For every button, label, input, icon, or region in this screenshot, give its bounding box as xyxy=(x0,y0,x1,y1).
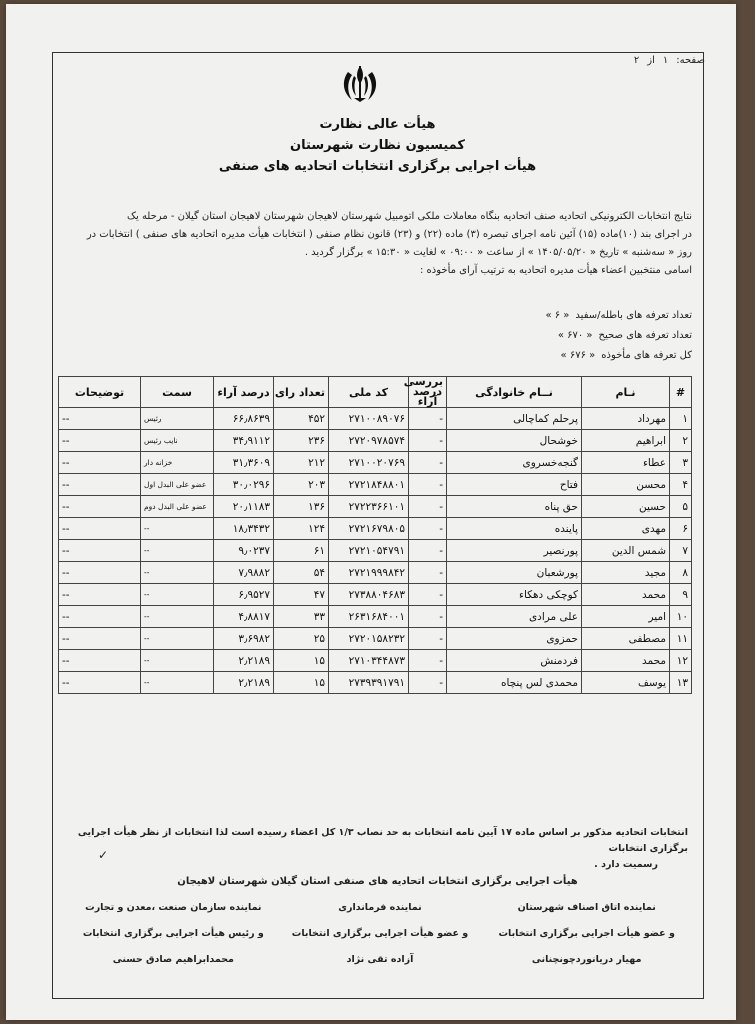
signatory-name: مهیار دریانوردچونچنانی xyxy=(531,954,642,965)
cell-index: ۱۲ xyxy=(670,650,692,672)
cell-percent: ۳٫۶۹۸۲ xyxy=(214,628,274,650)
intro-line: اسامی منتخبین اعضاء هیأت مدیره اتحادیه به ترتیب آرای مأخوذه : xyxy=(420,265,692,276)
note-line: انتخابات اتحادیه مذکور بر اساس ماده ۱۷ آیین نامه انتخابات به حد نصاب ۱/۳ کل اعضاء رسیده است لذا انتخابات از نظر هیأت اجرایی برگزاری انتخابات xyxy=(77,827,688,854)
cell-votes: ۱۲۴ xyxy=(274,518,329,540)
page-total: ۲ xyxy=(633,55,640,66)
cell-review: - xyxy=(409,452,447,474)
emblem-icon xyxy=(338,62,382,106)
cell-index: ۷ xyxy=(670,540,692,562)
title-executive-board: هیأت اجرایی برگزاری انتخابات اتحادیه های صنفی xyxy=(218,159,537,174)
cell-percent: ۹٫۰۲۳۷ xyxy=(214,540,274,562)
col-notes: توضیحات xyxy=(59,377,141,408)
cell-votes: ۴۵۲ xyxy=(274,408,329,430)
cell-notes: -- xyxy=(59,518,141,540)
cell-review: - xyxy=(409,496,447,518)
cell-first-name: مصطفی xyxy=(582,628,670,650)
page-number xyxy=(565,55,705,66)
table-row xyxy=(59,540,692,562)
cell-review: - xyxy=(409,518,447,540)
cell-national-code: ۲۷۲۱۰۵۴۷۹۱ xyxy=(329,540,409,562)
cell-last-name: محمدی لس پنچاه xyxy=(447,672,582,694)
cell-percent: ۶۶٫۸۶۳۹ xyxy=(214,408,274,430)
cell-votes: ۱۳۶ xyxy=(274,496,329,518)
cell-index: ۲ xyxy=(670,430,692,452)
ballot-counts xyxy=(530,306,692,366)
intro-line: نتایج انتخابات الکترونیکی اتحادیه صنف اتحادیه بنگاه معاملات ملکی اتومبیل شهرستان لاهیجان شهرستان لاهیجان استان گیلان - مرحله یک xyxy=(127,211,692,222)
cell-percent: ۳۴٫۹۱۱۲ xyxy=(214,430,274,452)
table-row xyxy=(59,628,692,650)
cell-votes: ۲۰۳ xyxy=(274,474,329,496)
cell-review: - xyxy=(409,584,447,606)
cell-last-name: پورشعبان xyxy=(447,562,582,584)
signatory-name: محمدابراهیم صادق حسنی xyxy=(112,954,234,965)
cell-first-name: مجید xyxy=(582,562,670,584)
cell-first-name: محسن xyxy=(582,474,670,496)
cell-notes: -- xyxy=(59,584,141,606)
count-row xyxy=(530,346,692,366)
cell-national-code: ۲۷۳۹۳۹۱۷۹۱ xyxy=(329,672,409,694)
cell-index: ۳ xyxy=(670,452,692,474)
cell-national-code: ۲۷۳۸۸۰۴۶۸۳ xyxy=(329,584,409,606)
signatories xyxy=(70,900,690,968)
count-row xyxy=(530,306,692,326)
signatory-role: نماینده فرمانداری xyxy=(338,902,422,913)
cell-notes: -- xyxy=(59,452,141,474)
cell-last-name: پاینده xyxy=(447,518,582,540)
cell-position: خزانه دار xyxy=(141,452,214,474)
cell-first-name: محمد xyxy=(582,584,670,606)
cell-index: ۵ xyxy=(670,496,692,518)
cell-review: - xyxy=(409,672,447,694)
count-value: « ۶۷۰ » xyxy=(557,330,593,341)
cell-first-name: ابراهیم xyxy=(582,430,670,452)
cell-last-name: حمزوی xyxy=(447,628,582,650)
col-index: # xyxy=(670,377,692,408)
col-votes: تعداد رای xyxy=(274,377,329,408)
title-supervision: هیأت عالی نظارت xyxy=(319,117,436,132)
cell-index: ۹ xyxy=(670,584,692,606)
table-row xyxy=(59,584,692,606)
table-row xyxy=(59,496,692,518)
cell-notes: -- xyxy=(59,672,141,694)
cell-review: - xyxy=(409,606,447,628)
count-label: تعداد تعرفه های صحیح xyxy=(598,330,692,341)
cell-votes: ۴۷ xyxy=(274,584,329,606)
cell-last-name: فتاح xyxy=(447,474,582,496)
cell-notes: -- xyxy=(59,408,141,430)
cell-position: -- xyxy=(141,562,214,584)
cell-percent: ۳۰٫۰۲۹۶ xyxy=(214,474,274,496)
cell-notes: -- xyxy=(59,562,141,584)
cell-percent: ۳۱٫۳۶۰۹ xyxy=(214,452,274,474)
cell-percent: ۱۸٫۳۴۳۲ xyxy=(214,518,274,540)
results-table xyxy=(58,376,692,694)
cell-votes: ۲۳۶ xyxy=(274,430,329,452)
page-label: صفحه: xyxy=(676,55,705,66)
intro-text xyxy=(60,208,692,280)
cell-notes: -- xyxy=(59,628,141,650)
table-header-row xyxy=(59,377,692,408)
cell-review: - xyxy=(409,430,447,452)
note-line: رسمیت دارد . xyxy=(594,859,658,870)
cell-position: نایب رئیس xyxy=(141,430,214,452)
page-current: ۱ xyxy=(662,55,669,66)
signatory-role: نماینده سازمان صنعت ،معدن و تجارت xyxy=(85,902,262,913)
cell-votes: ۱۵ xyxy=(274,672,329,694)
signatory-role: و عضو هیأت اجرایی برگزاری انتخابات xyxy=(291,928,469,939)
cell-index: ۴ xyxy=(670,474,692,496)
cell-first-name: یوسف xyxy=(582,672,670,694)
cell-percent: ۲٫۲۱۸۹ xyxy=(214,650,274,672)
cell-notes: -- xyxy=(59,496,141,518)
title-commission: کمیسیون نظارت شهرستان xyxy=(290,138,465,153)
cell-review: - xyxy=(409,540,447,562)
cell-position: -- xyxy=(141,650,214,672)
table-row xyxy=(59,452,692,474)
cell-review: - xyxy=(409,562,447,584)
col-percent: درصد آراء xyxy=(214,377,274,408)
cell-national-code: ۲۶۳۱۶۸۴۰۰۱ xyxy=(329,606,409,628)
cell-last-name: علی مرادی xyxy=(447,606,582,628)
cell-index: ۱ xyxy=(670,408,692,430)
cell-national-code: ۲۷۲۲۳۶۶۱۰۱ xyxy=(329,496,409,518)
cell-review: - xyxy=(409,408,447,430)
cell-notes: -- xyxy=(59,474,141,496)
signatory-role: نماینده اتاق اصناف شهرستان xyxy=(517,902,656,913)
cell-percent: ۷٫۹۸۸۲ xyxy=(214,562,274,584)
signatory-role: و رئیس هیأت اجرایی برگزاری انتخابات xyxy=(82,928,264,939)
intro-line: روز « سه‌شنبه » تاریخ « ۱۴۰۵/۰۵/۲۰ » از ساعت « ۰۹:۰۰ » لغایت « ۱۵:۳۰ » برگزار گردید . xyxy=(304,247,692,258)
cell-votes: ۱۵ xyxy=(274,650,329,672)
cell-position: رئیس xyxy=(141,408,214,430)
cell-index: ۸ xyxy=(670,562,692,584)
cell-votes: ۳۳ xyxy=(274,606,329,628)
cell-votes: ۲۱۲ xyxy=(274,452,329,474)
table-row xyxy=(59,562,692,584)
cell-national-code: ۲۷۲۱۹۹۹۸۴۲ xyxy=(329,562,409,584)
col-review: بررسی درصد آراء xyxy=(409,377,447,408)
committee-title: هیأت اجرایی برگزاری انتخابات اتحادیه های صنفی استان گیلان شهرستان لاهیجان xyxy=(177,876,578,887)
table-row xyxy=(59,606,692,628)
cell-index: ۱۱ xyxy=(670,628,692,650)
cell-percent: ۶٫۹۵۲۷ xyxy=(214,584,274,606)
cell-notes: -- xyxy=(59,430,141,452)
validity-note xyxy=(70,825,688,873)
cell-first-name: مهرداد xyxy=(582,408,670,430)
cell-percent: ۲۰٫۱۱۸۳ xyxy=(214,496,274,518)
cell-first-name: امیر xyxy=(582,606,670,628)
table-row xyxy=(59,474,692,496)
cell-notes: -- xyxy=(59,650,141,672)
count-label: کل تعرفه های مأخوذه xyxy=(601,350,692,361)
cell-index: ۶ xyxy=(670,518,692,540)
cell-national-code: ۲۷۲۰۹۷۸۵۷۴ xyxy=(329,430,409,452)
col-first-name: نـام xyxy=(582,377,670,408)
cell-percent: ۴٫۸۸۱۷ xyxy=(214,606,274,628)
table-row xyxy=(59,430,692,452)
cell-position: -- xyxy=(141,672,214,694)
cell-last-name: پرحلم کماچالی xyxy=(447,408,582,430)
cell-national-code: ۲۷۱۰۰۸۹۰۷۶ xyxy=(329,408,409,430)
col-last-name: نــام خانوادگی xyxy=(447,377,582,408)
table-row xyxy=(59,518,692,540)
table-row xyxy=(59,408,692,430)
cell-votes: ۶۱ xyxy=(274,540,329,562)
col-position: سمت xyxy=(141,377,214,408)
table-row xyxy=(59,650,692,672)
cell-national-code: ۲۷۲۰۱۵۸۲۳۲ xyxy=(329,628,409,650)
cell-first-name: محمد xyxy=(582,650,670,672)
cell-review: - xyxy=(409,650,447,672)
cell-notes: -- xyxy=(59,540,141,562)
count-value: « ۶ » xyxy=(545,310,570,321)
signatory-role: و عضو هیأت اجرایی برگزاری انتخابات xyxy=(498,928,675,939)
count-row xyxy=(530,326,692,346)
cell-national-code: ۲۷۱۰۰۲۰۷۶۹ xyxy=(329,452,409,474)
count-label: تعداد تعرفه های باطله/سفید xyxy=(575,310,692,321)
cell-last-name: گنجه‌خسروی xyxy=(447,452,582,474)
cell-index: ۱۳ xyxy=(670,672,692,694)
cell-last-name: خوشحال xyxy=(447,430,582,452)
cell-position: -- xyxy=(141,540,214,562)
cell-last-name: کوچکی دهکاء xyxy=(447,584,582,606)
cell-votes: ۲۵ xyxy=(274,628,329,650)
cell-position: -- xyxy=(141,606,214,628)
cell-position: عضو علی البدل دوم xyxy=(141,496,214,518)
cell-last-name: پورنصیر xyxy=(447,540,582,562)
cell-first-name: مهدی xyxy=(582,518,670,540)
cell-review: - xyxy=(409,474,447,496)
cell-first-name: حسین xyxy=(582,496,670,518)
signatory-name: آزاده تقی نژاد xyxy=(346,954,414,965)
cell-last-name: فردمنش xyxy=(447,650,582,672)
cell-last-name: حق پناه xyxy=(447,496,582,518)
cell-position: -- xyxy=(141,518,214,540)
cell-first-name: شمس الدین xyxy=(582,540,670,562)
check-mark: ✓ xyxy=(98,848,109,862)
intro-line: در اجرای بند (۱۰)ماده (۱۵) آئین نامه اجرای تبصره (۳) ماده (۲۲) و (۲۳) قانون نظام صنفی ( انتخابات هیأت مدیره اتحادیه های صنفی ) انتخابات در xyxy=(86,229,692,240)
cell-notes: -- xyxy=(59,606,141,628)
cell-national-code: ۲۷۱۰۳۴۴۸۷۳ xyxy=(329,650,409,672)
cell-national-code: ۲۷۲۱۶۷۹۸۰۵ xyxy=(329,518,409,540)
cell-index: ۱۰ xyxy=(670,606,692,628)
cell-first-name: عطاء xyxy=(582,452,670,474)
table-row xyxy=(59,672,692,694)
cell-position: -- xyxy=(141,628,214,650)
count-value: « ۶۷۶ » xyxy=(560,350,596,361)
cell-review: - xyxy=(409,628,447,650)
page-of: از xyxy=(647,55,655,66)
cell-position: عضو علی البدل اول xyxy=(141,474,214,496)
cell-votes: ۵۴ xyxy=(274,562,329,584)
cell-percent: ۲٫۲۱۸۹ xyxy=(214,672,274,694)
cell-national-code: ۲۷۲۱۸۴۸۸۰۱ xyxy=(329,474,409,496)
cell-position: -- xyxy=(141,584,214,606)
col-national-code: کد ملی xyxy=(329,377,409,408)
